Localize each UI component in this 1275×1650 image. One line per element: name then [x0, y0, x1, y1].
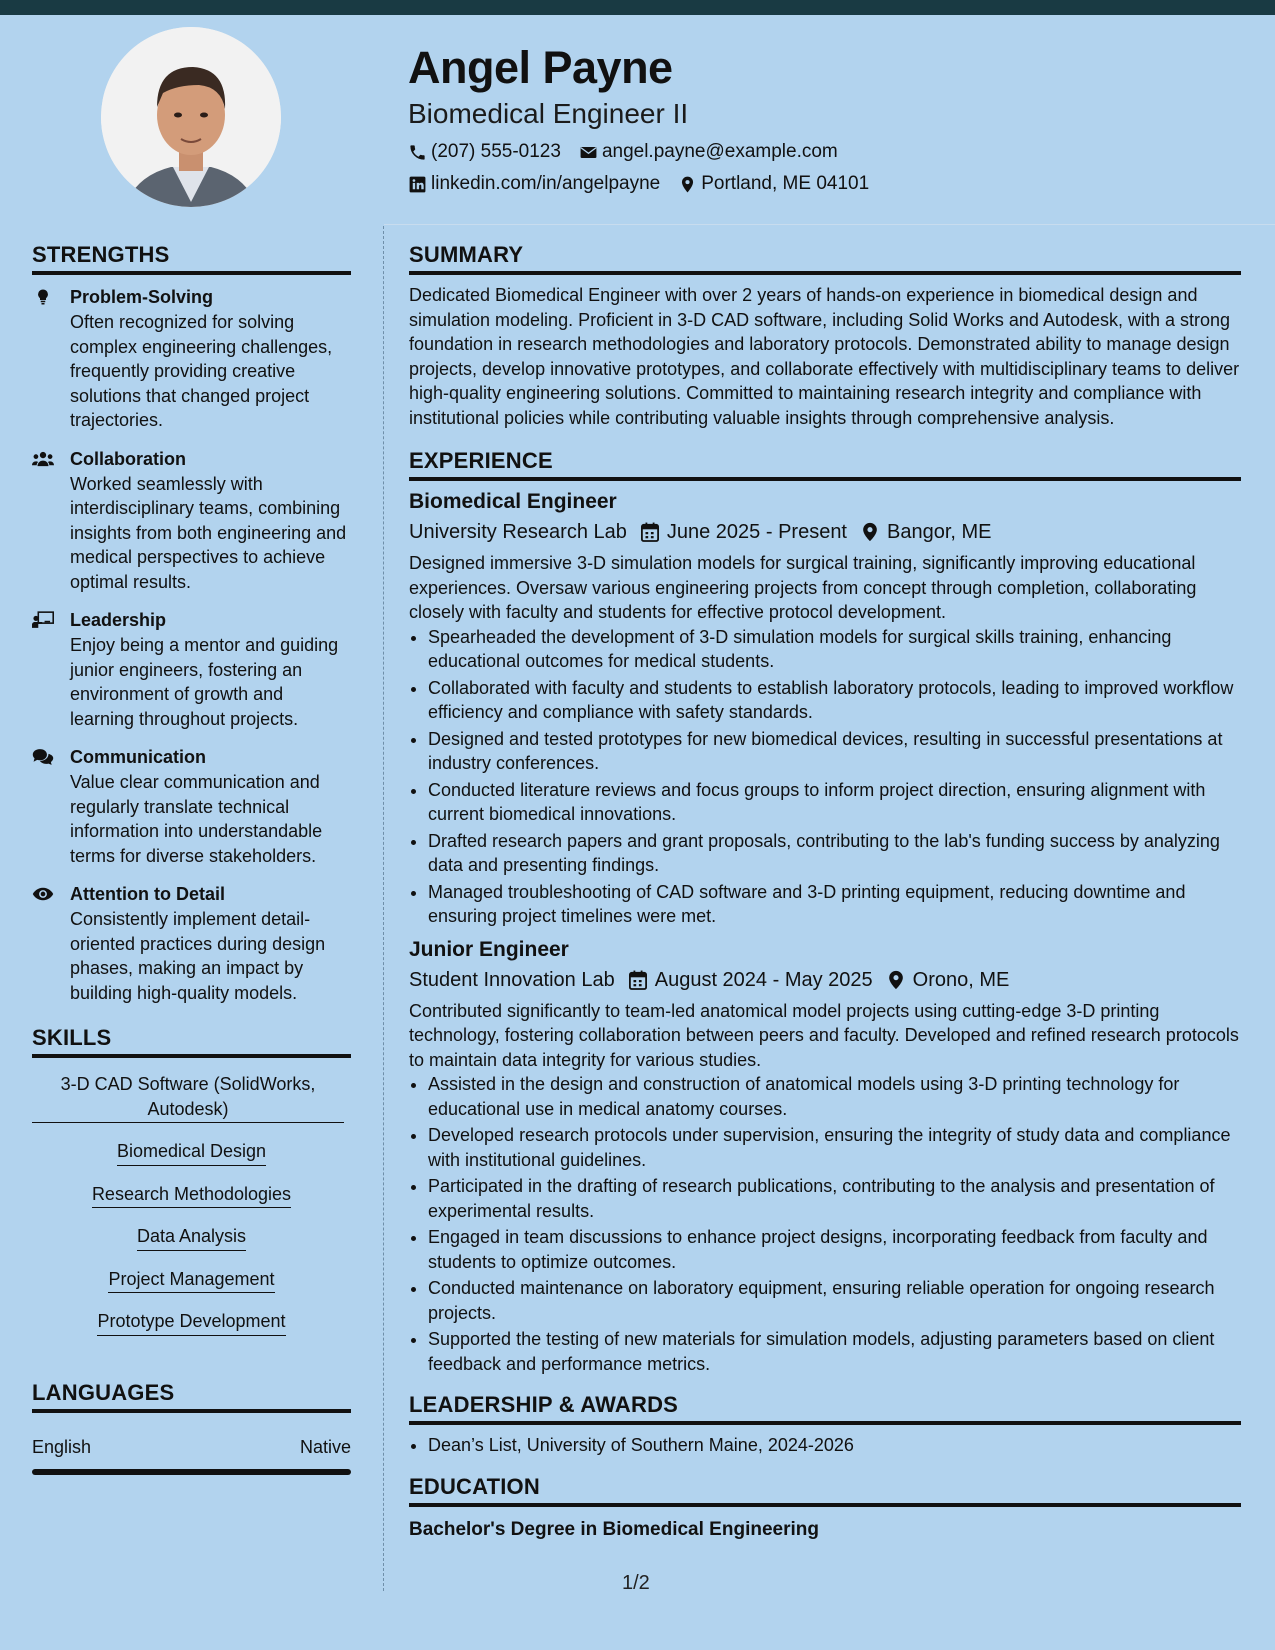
right-column	[409, 240, 1241, 1543]
strength-description: Value clear communication and regularly translate technical information into understandable terms for diverse stakeholders.	[70, 772, 323, 866]
job-location: Bangor, ME	[887, 521, 992, 543]
linkedin-text: linkedin.com/in/angelpayne	[431, 173, 661, 194]
contact-location	[678, 168, 869, 200]
job-description: Contributed significantly to team-led anatomical model projects using cutting-edge 3-D printing technology, fostering collaboration between peers and faculty. Developed and refined research protocols to maintain data integrity for various studies.	[409, 1000, 1239, 1070]
job-description: Designed immersive 3-D simulation models for surgical training, significantly improving educational experiences. Oversaw various engineering projects from concept through completion, collaborating closely with faculty and students for effective protocol development.	[409, 553, 1197, 622]
calendar-icon	[629, 970, 647, 990]
job-title: Junior Engineer	[409, 937, 569, 961]
language-name: English	[32, 1436, 92, 1457]
job-meta	[409, 965, 1241, 995]
job-bullet: • Managed troubleshooting of CAD software and 3-D printing equipment, reducing downtime and ensuring project timelines were met.	[428, 880, 1241, 929]
awards-list	[409, 1433, 1241, 1458]
language-row	[32, 1435, 351, 1459]
job-dates: June 2025 - Present	[666, 521, 847, 543]
skills-heading: SKILLS	[32, 1023, 351, 1058]
strength-title: Collaboration	[70, 448, 186, 469]
job-bullet: • Conducted literature reviews and focus groups to inform project direction, ensuring alignment with current biomedical innovations.	[428, 778, 1241, 827]
job-company: Student Innovation Lab	[409, 968, 615, 991]
map-pin-icon	[861, 522, 879, 542]
candidate-name: Angel Payne	[408, 42, 673, 93]
skills-list	[32, 1072, 351, 1336]
skill-tag: Data Analysis	[137, 1224, 246, 1251]
job-bullets	[409, 625, 1241, 929]
contact-linkedin[interactable]	[408, 168, 660, 200]
experience-heading: EXPERIENCE	[409, 446, 1241, 481]
job-bullet: • Designed and tested prototypes for new biomedical devices, resulting in successful presentations at industry conferences.	[428, 727, 1241, 776]
resume-header	[408, 40, 1248, 200]
phone-icon	[408, 143, 427, 162]
strength-title: Problem-Solving	[70, 287, 214, 307]
strength-description: Enjoy being a mentor and guiding junior engineers, fostering an environment of growth and learning throughout projects.	[70, 635, 339, 729]
contact-email[interactable]	[579, 136, 838, 168]
skill-tag: Project Management	[108, 1267, 274, 1294]
job-bullets	[409, 1072, 1241, 1376]
job-title: Biomedical Engineer	[409, 490, 617, 513]
strength-title: Attention to Detail	[70, 884, 225, 904]
comments-icon	[32, 748, 54, 766]
job-entry	[409, 487, 1241, 929]
job-entry	[409, 935, 1241, 1377]
job-meta	[409, 517, 1241, 547]
skill-tag: Biomedical Design	[117, 1139, 266, 1166]
contact-row-2	[408, 168, 1248, 200]
languages-heading: LANGUAGES	[32, 1378, 351, 1413]
job-bullet: • Engaged in team discussions to enhance project designs, incorporating feedback from faculty and students to optimize outcomes.	[428, 1225, 1241, 1274]
contact-row-1	[408, 136, 1248, 168]
contact-phone	[408, 136, 561, 168]
strengths-list	[32, 285, 351, 1005]
summary-heading: SUMMARY	[409, 240, 1241, 275]
job-bullet: • Drafted research papers and grant proposals, contributing to the lab's funding success by analyzing data and presenting findings.	[428, 829, 1241, 878]
job-bullet: • Developed research protocols under supervision, ensuring the integrity of study data and compliance with institutional guidelines.	[428, 1123, 1241, 1172]
job-bullet: • Conducted maintenance on laboratory equipment, ensuring reliable operation for ongoing research projects.	[428, 1276, 1241, 1325]
strength-description: Worked seamlessly with interdisciplinary teams, combining insights from both engineering and medical perspectives to achieve optimal results.	[70, 473, 347, 592]
job-company: University Research Lab	[409, 521, 627, 543]
job-bullet: • Assisted in the design and construction of anatomical models using 3-D printing technology for educational use in medical anatomy courses.	[428, 1072, 1241, 1121]
phone-text: (207) 555-0123	[431, 141, 561, 162]
calendar-icon	[641, 522, 659, 542]
location-text: Portland, ME 04101	[701, 173, 870, 194]
job-location: Orono, ME	[912, 968, 1010, 991]
lightbulb-icon	[32, 288, 54, 306]
language-level: Native	[299, 1436, 351, 1457]
map-pin-icon	[678, 175, 697, 194]
strength-item	[32, 285, 351, 433]
job-dates: August 2024 - May 2025	[654, 968, 873, 991]
map-pin-icon	[887, 970, 905, 990]
header-divider	[384, 224, 1275, 225]
users-icon	[32, 450, 54, 468]
email-text: angel.payne@example.com	[601, 141, 838, 162]
eye-icon	[32, 885, 54, 903]
strength-description: Often recognized for solving complex engineering challenges, frequently providing creative solutions that changed project trajectories.	[70, 312, 333, 430]
strength-item	[32, 882, 351, 1005]
job-bullet: • Supported the testing of new materials for simulation models, adjusting parameters based on client feedback and performance metrics.	[428, 1327, 1241, 1376]
column-divider	[383, 226, 384, 1591]
job-bullet: • Collaborated with faculty and students to establish laboratory protocols, leading to improved workflow efficiency and compliance with safety standards.	[428, 676, 1241, 725]
skill-tag: Research Methodologies	[92, 1182, 291, 1209]
chalkboard-teacher-icon	[32, 611, 54, 629]
job-bullet: • Participated in the drafting of research publications, contributing to the analysis and presentation of experimental results.	[428, 1174, 1241, 1223]
award-item: • Dean’s List, University of Southern Maine, 2024-2026	[428, 1433, 1241, 1458]
strength-title: Leadership	[70, 610, 167, 630]
left-column	[32, 240, 351, 1475]
job-bullet: • Spearheaded the development of 3-D simulation models for surgical skills training, enhancing educational outcomes for medical students.	[428, 625, 1241, 674]
strengths-heading: STRENGTHS	[32, 240, 351, 275]
summary-text: Dedicated Biomedical Engineer with over 2 years of hands-on experience in biomedical design and simulation modeling. Proficient in 3-D CAD software, including Solid Works and Autodesk, with a strong foundation in research methodologies and laboratory protocols. Demonstrated ability to manage design projects, develop innovative prototypes, and collaborate effectively with multidisciplinary teams to deliver high-quality engineering solutions. Committed to maintaining research integrity and compliance with institutional policies while contributing valuable insights through comprehensive analysis.	[409, 285, 1240, 428]
envelope-icon	[579, 143, 598, 162]
candidate-title: Biomedical Engineer II	[408, 98, 689, 129]
top-accent-bar	[0, 0, 1275, 15]
awards-heading: LEADERSHIP & AWARDS	[409, 1390, 1241, 1425]
strength-item	[32, 608, 351, 731]
skill-tag: Prototype Development	[97, 1309, 285, 1336]
education-heading: EDUCATION	[409, 1472, 1241, 1507]
linkedin-icon	[408, 175, 427, 194]
skill-tag: 3-D CAD Software (SolidWorks, Autodesk)	[32, 1072, 344, 1123]
strength-description: Consistently implement detail-oriented practices during design phases, making an impact by building high-quality models.	[70, 909, 326, 1003]
strength-item	[32, 745, 351, 868]
strength-item	[32, 447, 351, 595]
language-proficiency-bar	[32, 1469, 351, 1475]
page-number: 1/2	[622, 1572, 650, 1594]
education-degree: Bachelor's Degree in Biomedical Engineering	[409, 1518, 819, 1540]
profile-photo	[101, 27, 281, 207]
strength-title: Communication	[70, 747, 207, 767]
